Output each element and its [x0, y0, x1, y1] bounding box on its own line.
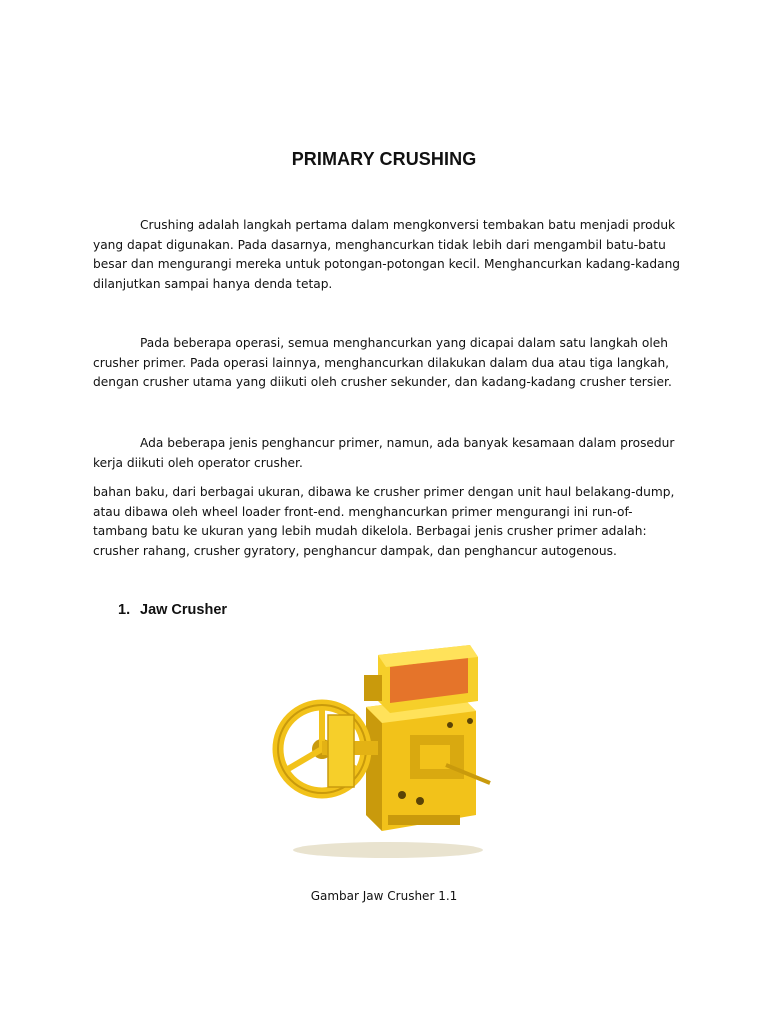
figure-caption: Gambar Jaw Crusher 1.1 [310, 889, 458, 903]
paragraph-2 [93, 334, 683, 393]
page-title: PRIMARY CRUSHING [291, 149, 477, 169]
bolt [416, 797, 424, 805]
crusher-front-face [366, 707, 382, 831]
bearing-block [328, 715, 354, 787]
paragraph-3-text: Ada beberapa jenis penghancur primer, namun, ada banyak kesamaan dalam prosedur kerja diikuti oleh operator crusher. [93, 436, 675, 470]
section-heading [118, 602, 227, 618]
base-frame [388, 815, 460, 825]
section-title: Jaw Crusher [140, 602, 228, 618]
bolt [467, 718, 473, 724]
paragraph-1-text: Crushing adalah langkah pertama dalam mengkonversi tembakan batu menjadi produk yang dapat digunakan. Pada dasarnya, menghancurkan tidak lebih dari mengambil batu-batu besar dan mengurangi mereka untuk potongan-potongan kecil. Menghancurkan kadang-kadang dilanjutkan sampai hanya denda tetap. [93, 218, 681, 291]
bolt [447, 722, 453, 728]
ground-shadow [293, 842, 483, 858]
flywheel-spoke [288, 749, 322, 769]
paragraph-3 [93, 434, 683, 473]
paragraph-1 [93, 216, 683, 294]
section-number: 1. [118, 602, 131, 618]
paragraph-4-text: bahan baku, dari berbagai ukuran, dibawa ke crusher primer dengan unit haul belakang-dump, atau dibawa oleh wheel loader front-end. menghancurkan primer mengurangi ini run-of-tambang batu ke ukuran yang lebih mudah dikelola. Berbagai jenis crusher primer adalah: crusher rahang, crusher gyratory, penghancur dampak, dan penghancur autogenous. [93, 485, 675, 558]
jaw-crusher-illustration [270, 645, 496, 863]
hopper-side-plate [364, 675, 382, 701]
paragraph-2-text: Pada beberapa operasi, semua menghancurkan yang dicapai dalam satu langkah oleh crusher primer. Pada operasi lainnya, menghancurkan dilakukan dalam dua atau tiga langkah, dengan crusher utama yang diikuti oleh crusher sekunder, dan kadang-kadang crusher tersier. [93, 336, 672, 389]
bolt [398, 791, 406, 799]
paragraph-4 [93, 483, 683, 561]
side-window [420, 745, 450, 769]
jaw-crusher-image [270, 645, 496, 863]
